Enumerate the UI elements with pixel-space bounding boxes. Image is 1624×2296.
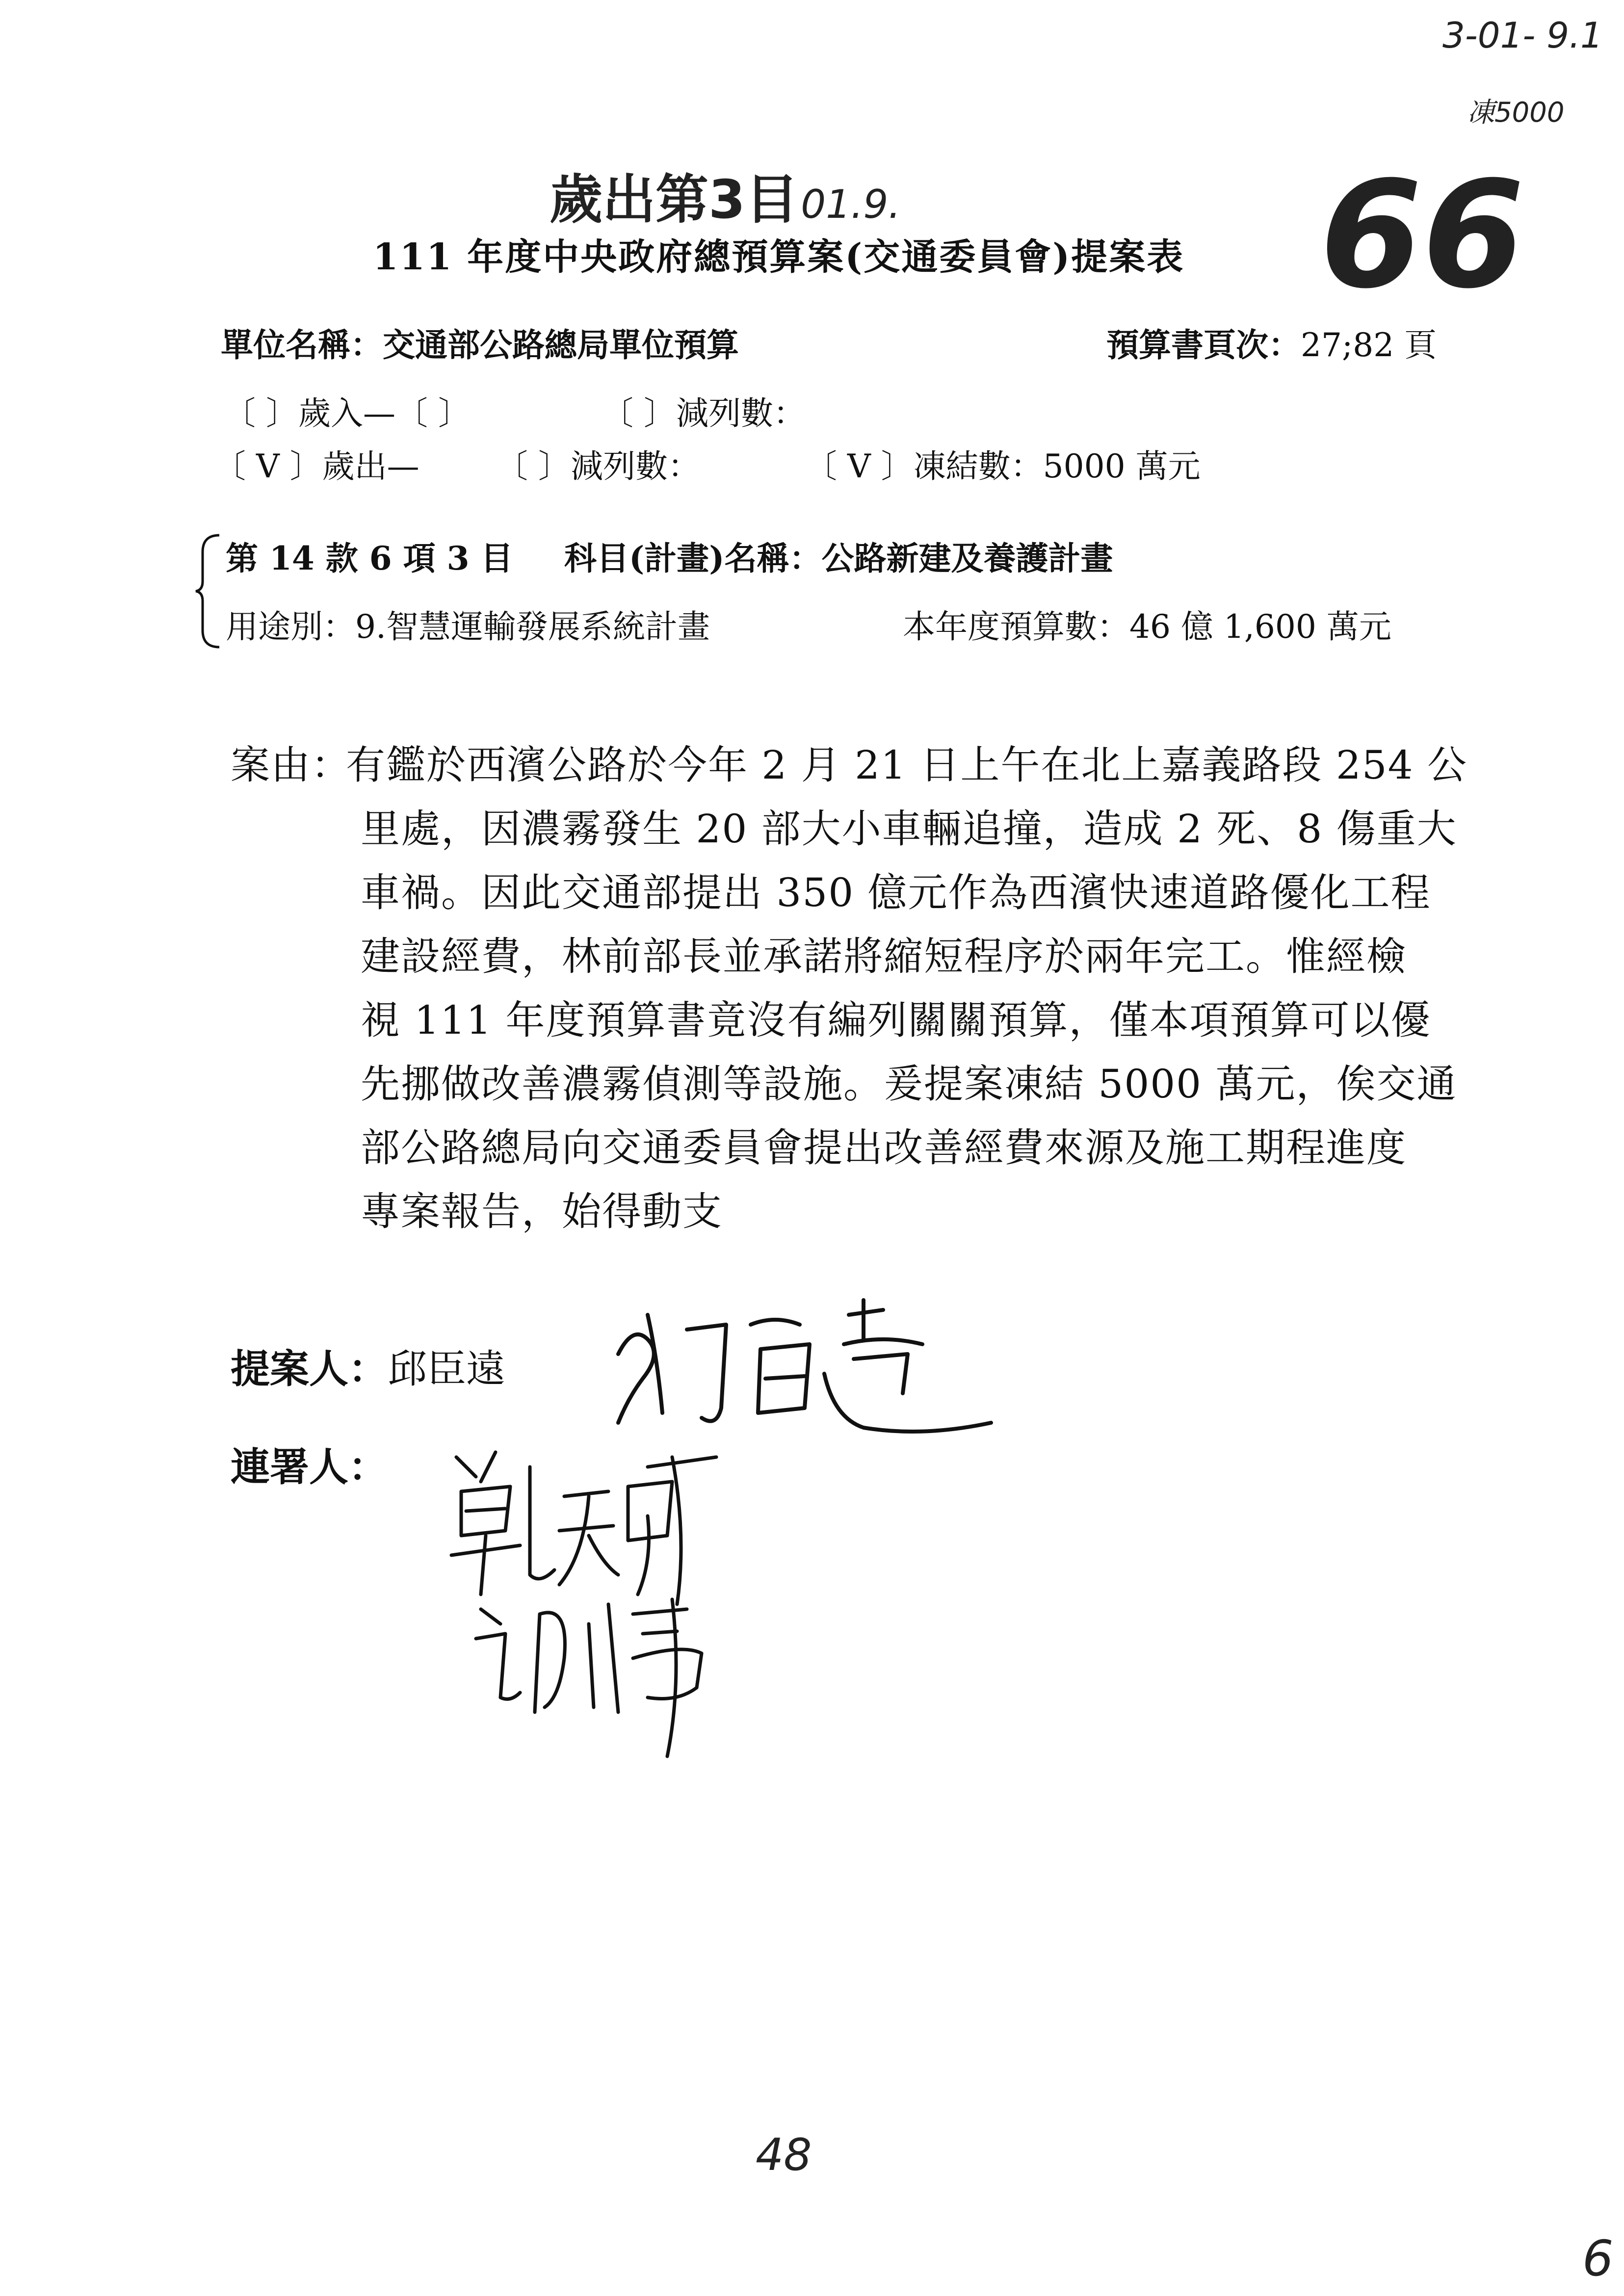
bottom-corner-mark: 6: [1582, 2230, 1614, 2287]
case-line: 先挪做改善濃霧偵測等設施。爰提案凍結 5000 萬元，俟交通: [361, 1061, 1457, 1107]
handwritten-date: 3-01- 9.1: [1442, 15, 1603, 56]
checkbox-expense-reduce: 〔 〕減列數：: [496, 447, 700, 485]
document-title: 111 年度中央政府總預算案(交通委員會)提案表: [373, 236, 1185, 278]
header-prefix: [550, 157, 901, 231]
case-line: 有鑑於西濱公路於今年 2 月 21 日上午在北上嘉義路段 254 公: [346, 742, 1467, 788]
item-section: 第 14 款 6 項 3 目: [226, 539, 513, 577]
proposer-name: 邱臣遠: [388, 1346, 505, 1392]
budget-page: [1106, 326, 1437, 364]
case-line: 建設經費，林前部長並承諾將縮短程序於兩年完工。惟經檢: [361, 934, 1407, 979]
proposer: [231, 1346, 505, 1392]
unit-label: 單位名稱：: [221, 326, 383, 364]
item-subject: [564, 539, 1113, 577]
header-prefix-text: 歲出第3目: [550, 169, 799, 231]
item-brace: [194, 532, 223, 650]
header-prefix-date: 01.9.: [801, 182, 901, 227]
bottom-page-mark: 48: [756, 2129, 812, 2181]
proposer-signature: [589, 1295, 1011, 1442]
item-subject-value: 公路新建及養護計畫: [821, 539, 1113, 577]
checkbox-revenue-reduce: 〔 〕減列數：: [601, 394, 806, 432]
proposal-number: 66: [1320, 150, 1525, 321]
case-line: 里處，因濃霧發生 20 部大小車輛追撞，造成 2 死、8 傷重大: [361, 806, 1457, 852]
item-budget: 本年度預算數：46 億 1,600 萬元: [903, 608, 1391, 646]
proposer-label: 提案人：: [231, 1346, 388, 1392]
unit-value: 交通部公路總局單位預算: [383, 326, 739, 364]
budget-page-label: 預算書頁次：: [1106, 326, 1301, 364]
case-line: 車禍。因此交通部提出 350 億元作為西濱快速道路優化工程: [361, 870, 1431, 915]
checkbox-expense: 〔 V 〕歲出—: [213, 447, 419, 485]
checkbox-freeze: 〔 V 〕凍結數：5000 萬元: [805, 447, 1201, 485]
checkbox-revenue: 〔 〕歲入—〔 〕: [223, 394, 471, 432]
cosigner-label: 連署人：: [231, 1444, 388, 1490]
handwritten-freeze-note: 凍5000: [1467, 97, 1565, 129]
item-purpose: 用途別：9.智慧運輸發展系統計畫: [226, 608, 710, 646]
case-line: 部公路總局向交通委員會提出改善經費來源及施工期程進度: [361, 1125, 1407, 1171]
case-line: 視 111 年度預算書竟沒有編列關關預算，僅本項預算可以優: [361, 997, 1431, 1043]
budget-page-value: 27;82 頁: [1301, 326, 1437, 364]
case-line: 專案報告，始得動支: [361, 1189, 723, 1234]
case-label: 案由：: [231, 742, 351, 788]
item-subject-label: 科目(計畫)名稱：: [564, 539, 822, 577]
cosigner-signature-2: [471, 1585, 726, 1761]
unit-name: [221, 326, 739, 364]
